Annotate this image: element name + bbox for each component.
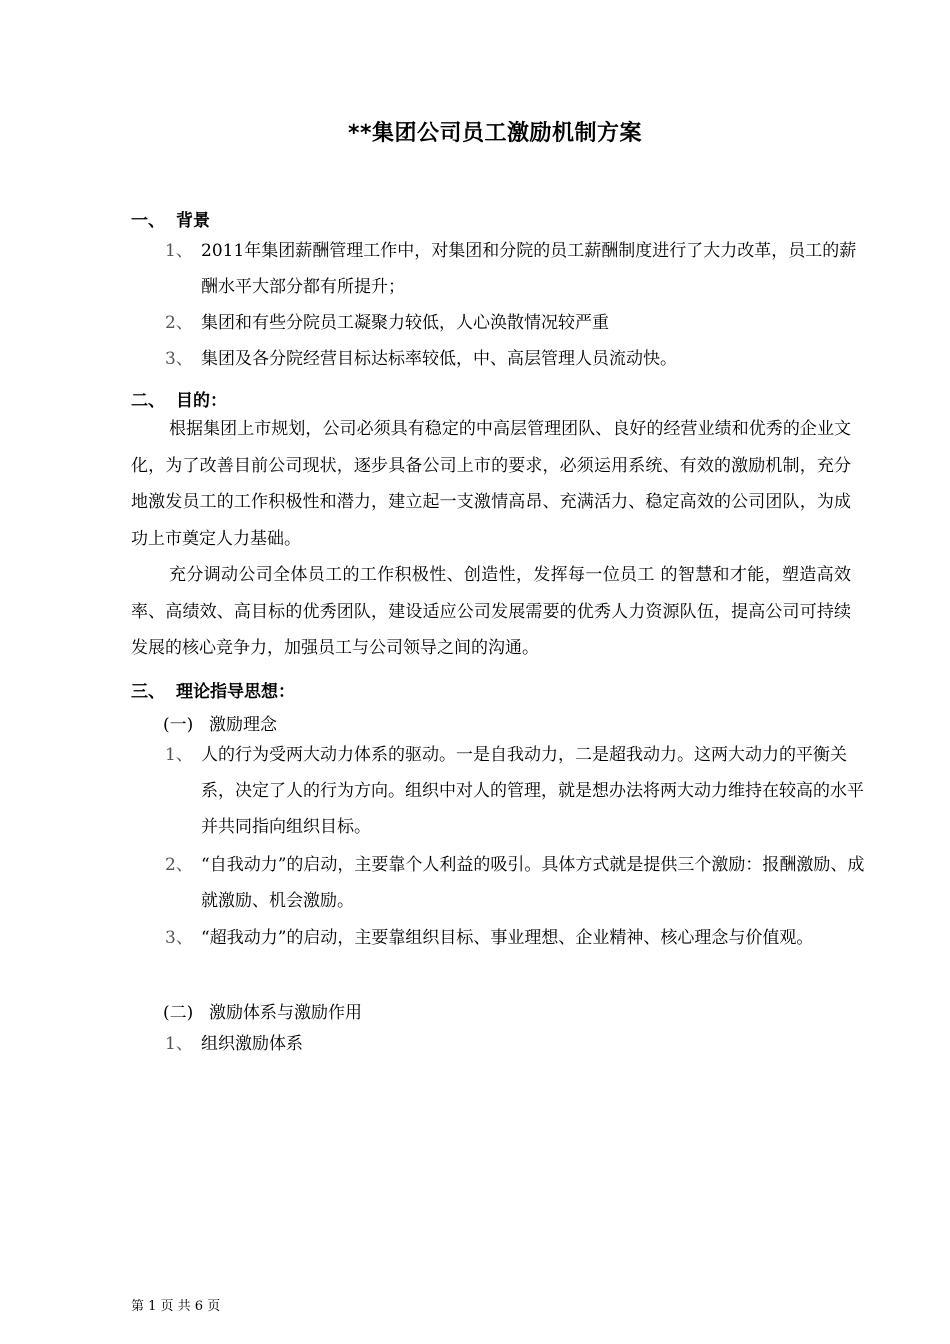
- section-title: 目的：: [176, 391, 227, 411]
- section-2-heading: [131, 386, 227, 411]
- list-item: [165, 737, 865, 845]
- list-item: [165, 305, 865, 341]
- list-item: [165, 847, 865, 919]
- page-footer: 第 1 页 共 6 页: [131, 1299, 221, 1314]
- document-title: **集团公司员工激励机制方案: [347, 121, 642, 146]
- item-number: 3、: [165, 928, 193, 948]
- section-1-heading: [131, 206, 210, 231]
- subsection-heading: [163, 998, 362, 1023]
- section-title: 背景: [176, 211, 210, 231]
- section-number: 三、: [131, 682, 165, 702]
- item-text: 人的行为受两大动力体系的驱动。一是自我动力，二是超我动力。这两大动力的平衡关系，决定了人的行为方向。组织中对人的管理，就是想办法将两大动力维持在较高的水平并共同指向组织目标。: [201, 745, 864, 837]
- item-number: 3、: [165, 349, 193, 369]
- section-title: 理论指导思想：: [176, 682, 295, 702]
- section-number: 一、: [131, 211, 165, 231]
- item-text: 组织激励体系: [201, 1034, 303, 1054]
- subsection-title: 激励理念: [209, 715, 277, 735]
- item-text: 集团和有些分院员工凝聚力较低，人心涣散情况较严重: [201, 313, 609, 333]
- section-3-heading: [131, 677, 295, 702]
- item-text: 2011年集团薪酬管理工作中，对集团和分院的员工薪酬制度进行了大力改革，员工的薪酬水平大部分都有所提升；: [201, 241, 857, 297]
- section-number: 二、: [131, 391, 165, 411]
- item-number: 1、: [165, 1034, 193, 1054]
- subsection-number: (二): [163, 1003, 194, 1023]
- paragraph: 根据集团上市规划，公司必须具有稳定的中高层管理团队、良好的经营业绩和优秀的企业文化，为了改善目前公司现状，逐步具备公司上市的要求，必须运用系统、有效的激励机制，充分地激发员工的工作积极性和潜力，建立起一支激情高昂、充满活力、稳定高效的公司团队，为成功上市奠定人力基础。: [131, 419, 851, 549]
- subsection-heading: [163, 710, 277, 735]
- list-item: [165, 233, 865, 305]
- item-number: 2、: [165, 313, 193, 333]
- item-number: 2、: [165, 855, 193, 875]
- subsection-number: (一): [163, 715, 194, 735]
- item-text: “自我动力”的启动，主要靠个人利益的吸引。具体方式就是提供三个激励：报酬激励、成就激励、机会激励。: [201, 855, 865, 911]
- item-number: 1、: [165, 745, 193, 765]
- item-number: 1、: [165, 241, 193, 261]
- list-item: [165, 920, 865, 956]
- item-text: “超我动力”的启动，主要靠组织目标、事业理想、企业精神、核心理念与价值观。: [201, 928, 814, 948]
- subsection-title: 激励体系与激励作用: [209, 1003, 362, 1023]
- list-item: [165, 1026, 865, 1062]
- paragraph: 充分调动公司全体员工的工作积极性、创造性，发挥每一位员工 的智慧和才能，塑造高效率、高绩效、高目标的优秀团队，建设适应公司发展需要的优秀人力资源队伍，提高公司可持续发展的核心竞争力，加强员工与公司领导之间的沟通。: [131, 565, 851, 658]
- item-text: 集团及各分院经营目标达标率较低，中、高层管理人员流动快。: [201, 349, 677, 369]
- list-item: [165, 341, 865, 377]
